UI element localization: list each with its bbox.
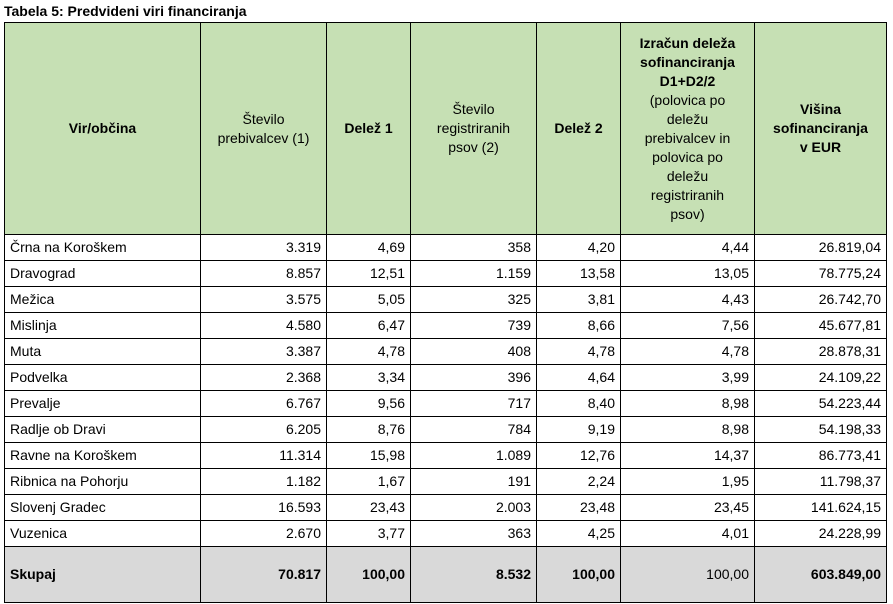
dogs-cell: 396	[411, 365, 537, 391]
header-line: Delež 1	[344, 120, 393, 136]
header-line: registriranih	[436, 120, 511, 136]
cofinancing-eur-cell: 86.773,41	[755, 443, 887, 469]
share-1-cell: 5,05	[327, 287, 411, 313]
share-1-cell: 8,76	[327, 417, 411, 443]
header-cofinancing-eur	[755, 23, 887, 235]
share-1-cell: 3,34	[327, 365, 411, 391]
population-cell: 6.767	[201, 391, 327, 417]
municipality-cell: Slovenj Gradec	[5, 495, 201, 521]
share-1-cell: 12,51	[327, 261, 411, 287]
cofinancing-share-cell: 1,95	[621, 469, 755, 495]
municipality-cell: Mežica	[5, 287, 201, 313]
municipality-cell: Ribnica na Pohorju	[5, 469, 201, 495]
cofinancing-eur-cell: 28.878,31	[755, 339, 887, 365]
share-2-cell: 12,76	[537, 443, 621, 469]
dogs-cell: 2.003	[411, 495, 537, 521]
share-1-cell: 3,77	[327, 521, 411, 547]
dogs-cell: 358	[411, 235, 537, 261]
dogs-cell: 191	[411, 469, 537, 495]
municipality-cell: Črna na Koroškem	[5, 235, 201, 261]
header-note-line: deležu	[666, 167, 709, 184]
dogs-cell: 363	[411, 521, 537, 547]
dogs-cell: 408	[411, 339, 537, 365]
cofinancing-eur-cell: 24.109,22	[755, 365, 887, 391]
cofinancing-share-cell: 4,44	[621, 235, 755, 261]
cofinancing-eur-cell: 54.223,44	[755, 391, 887, 417]
cofinancing-eur-cell: 54.198,33	[755, 417, 887, 443]
header-line: sofinanciranja	[773, 120, 868, 136]
municipality-cell: Prevalje	[5, 391, 201, 417]
share-2-cell: 4,78	[537, 339, 621, 365]
share-2-cell: 4,64	[537, 365, 621, 391]
table-caption: Tabela 5: Predvideni viri financiranja	[4, 3, 247, 19]
share-1-cell: 6,47	[327, 313, 411, 339]
cofinancing-share-cell: 4,43	[621, 287, 755, 313]
total-row	[5, 547, 887, 603]
header-note-line: deležu	[666, 110, 709, 127]
header-cofinancing-share	[621, 23, 755, 235]
share-2-cell: 13,58	[537, 261, 621, 287]
header-row	[5, 23, 887, 235]
cofinancing-share-cell: 4,78	[621, 339, 755, 365]
cofinancing-share-cell: 8,98	[621, 391, 755, 417]
header-line: v EUR	[799, 139, 842, 155]
total-municipality-cell: Skupaj	[5, 547, 201, 603]
population-cell: 2.670	[201, 521, 327, 547]
population-cell: 3.319	[201, 235, 327, 261]
header-note-line: prebivalcev in	[644, 129, 731, 146]
dogs-cell: 1.089	[411, 443, 537, 469]
header-note-line: psov)	[670, 205, 705, 222]
total-share-1-cell: 100,00	[327, 547, 411, 603]
table-row	[5, 261, 887, 287]
cofinancing-share-cell: 14,37	[621, 443, 755, 469]
cofinancing-eur-cell: 78.775,24	[755, 261, 887, 287]
population-cell: 4.580	[201, 313, 327, 339]
table-row	[5, 365, 887, 391]
share-2-cell: 4,25	[537, 521, 621, 547]
header-line: Število	[452, 101, 495, 117]
header-line: prebivalcev (1)	[217, 129, 310, 146]
share-1-cell: 15,98	[327, 443, 411, 469]
share-2-cell: 2,24	[537, 469, 621, 495]
table-row	[5, 235, 887, 261]
total-cofinancing-eur-cell: 603.849,00	[755, 547, 887, 603]
cofinancing-eur-cell: 24.228,99	[755, 521, 887, 547]
cofinancing-share-cell: 7,56	[621, 313, 755, 339]
share-1-cell: 4,78	[327, 339, 411, 365]
municipality-cell: Vuzenica	[5, 521, 201, 547]
cofinancing-eur-cell: 26.742,70	[755, 287, 887, 313]
cofinancing-eur-cell: 11.798,37	[755, 469, 887, 495]
header-line: Vir/občina	[68, 120, 137, 136]
total-share-2-cell: 100,00	[537, 547, 621, 603]
header-line: Izračun deleža	[639, 34, 736, 51]
dogs-cell: 784	[411, 417, 537, 443]
cofinancing-share-cell: 13,05	[621, 261, 755, 287]
header-line: D1+D2/2	[659, 72, 716, 89]
share-2-cell: 3,81	[537, 287, 621, 313]
dogs-cell: 717	[411, 391, 537, 417]
share-2-cell: 9,19	[537, 417, 621, 443]
header-share-1	[327, 23, 411, 235]
municipality-cell: Radlje ob Dravi	[5, 417, 201, 443]
dogs-cell: 325	[411, 287, 537, 313]
table-row	[5, 469, 887, 495]
share-2-cell: 23,48	[537, 495, 621, 521]
municipality-cell: Dravograd	[5, 261, 201, 287]
financing-sources-table	[4, 22, 887, 603]
table-row	[5, 391, 887, 417]
population-cell: 8.857	[201, 261, 327, 287]
header-line: Delež 2	[554, 120, 603, 136]
population-cell: 3.575	[201, 287, 327, 313]
cofinancing-eur-cell: 26.819,04	[755, 235, 887, 261]
cofinancing-eur-cell: 45.677,81	[755, 313, 887, 339]
municipality-cell: Muta	[5, 339, 201, 365]
population-cell: 1.182	[201, 469, 327, 495]
header-population	[201, 23, 327, 235]
population-cell: 3.387	[201, 339, 327, 365]
header-share-2	[537, 23, 621, 235]
population-cell: 11.314	[201, 443, 327, 469]
header-line: sofinanciranja	[640, 53, 735, 70]
share-1-cell: 1,67	[327, 469, 411, 495]
table-row	[5, 339, 887, 365]
municipality-cell: Mislinja	[5, 313, 201, 339]
table-row	[5, 495, 887, 521]
share-1-cell: 9,56	[327, 391, 411, 417]
population-cell: 6.205	[201, 417, 327, 443]
dogs-cell: 739	[411, 313, 537, 339]
table-row	[5, 313, 887, 339]
header-note-line: registriranih	[650, 186, 725, 203]
table-row	[5, 417, 887, 443]
cofinancing-share-cell: 3,99	[621, 365, 755, 391]
share-2-cell: 4,20	[537, 235, 621, 261]
dogs-cell: 1.159	[411, 261, 537, 287]
cofinancing-share-cell: 23,45	[621, 495, 755, 521]
table-row	[5, 443, 887, 469]
cofinancing-eur-cell: 141.624,15	[755, 495, 887, 521]
cofinancing-share-cell: 4,01	[621, 521, 755, 547]
share-2-cell: 8,40	[537, 391, 621, 417]
cofinancing-share-cell: 8,98	[621, 417, 755, 443]
header-line: Višina	[800, 101, 841, 117]
municipality-cell: Ravne na Koroškem	[5, 443, 201, 469]
municipality-cell: Podvelka	[5, 365, 201, 391]
total-dogs-cell: 8.532	[411, 547, 537, 603]
total-cofinancing-share-cell: 100,00	[621, 547, 755, 603]
header-line: Število	[242, 110, 285, 127]
header-dogs	[411, 23, 537, 235]
share-2-cell: 8,66	[537, 313, 621, 339]
header-municipality	[5, 23, 201, 235]
share-1-cell: 4,69	[327, 235, 411, 261]
total-population-cell: 70.817	[201, 547, 327, 603]
header-note-line: (polovica po	[649, 91, 726, 108]
table-row	[5, 521, 887, 547]
population-cell: 16.593	[201, 495, 327, 521]
header-line: psov (2)	[448, 139, 499, 155]
population-cell: 2.368	[201, 365, 327, 391]
header-note-line: polovica po	[652, 148, 723, 165]
share-1-cell: 23,43	[327, 495, 411, 521]
table-row	[5, 287, 887, 313]
